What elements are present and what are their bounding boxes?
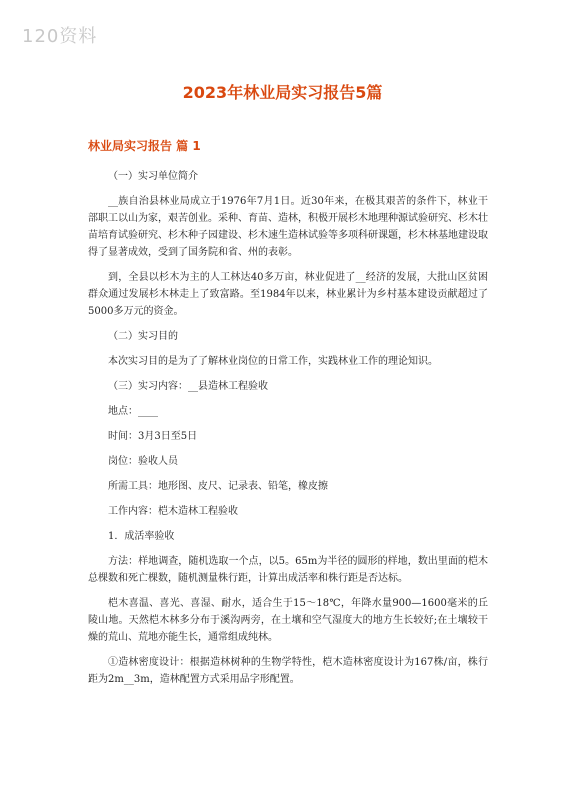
field-time: 时间：3月3日至5日 bbox=[108, 431, 198, 442]
field-tools: 所需工具：地形图、皮尺、记录表、铅笔，橡皮擦 bbox=[108, 481, 328, 492]
document-title: 2023年林业局实习报告5篇 bbox=[182, 83, 383, 102]
paragraph-purpose: 本次实习目的是为了了解林业岗位的日常工作，实践林业工作的理论知识。 bbox=[108, 356, 438, 367]
field-position: 岗位：验收人员 bbox=[108, 456, 178, 467]
paragraph-unit-history: __族自治县林业局成立于1976年7月1日。近30年来，在极其艰苦的条件下，林业干部职工以山为家，艰苦创业。采种、育苗、造林，积极开展杉木地理种源试验研究、杉木壮苗培育试验研究、杉木种子园建设、杉木速生造林试验等多项科研课题，杉木林基地建设取得了显著成效，受到了国务院和省、州的表彰。 bbox=[88, 196, 488, 258]
field-location: 地点：____ bbox=[108, 406, 158, 417]
subheading-unit-intro: （一）实习单位简介 bbox=[108, 171, 198, 182]
field-work-content: 工作内容：桤木造林工程验收 bbox=[108, 506, 238, 517]
paragraph-method: 方法：样地调查，随机选取一个点，以5。65m为半径的圆形的样地，数出里面的桤木总棵数和死亡棵数，随机测量株行距，计算出成活率和株行距是否达标。 bbox=[88, 556, 488, 584]
watermark-logo: 120资料 bbox=[22, 26, 98, 47]
section-heading: 林业局实习报告 篇 1 bbox=[88, 139, 201, 153]
subheading-purpose: （二）实习目的 bbox=[108, 331, 178, 342]
document-body bbox=[88, 168, 488, 696]
paragraph-alder-habitat: 桤木喜温、喜光、喜湿、耐水，适合生于15～18℃，年降水量900—1600毫米的丘陵山地。天然桤木林多分布于溪沟两旁，在土壤和空气湿度大的地方生长较好;在土壤较干燥的荒山、荒地亦能生长，通常组成纯林。 bbox=[88, 598, 488, 643]
paragraph-forest-development: 到，全县以杉木为主的人工林达40多万亩，林业促进了__经济的发展，大批山区贫困群众通过发展杉木林走上了致富路。至1984年以来，林业累计为乡村基本建设贡献超过了5000多万元的资金。 bbox=[88, 272, 488, 317]
paragraph-density-design: ①造林密度设计：根据造林树种的生物学特性，桤木造林密度设计为167株/亩，株行距为2m__3m，造林配置方式采用品字形配置。 bbox=[88, 657, 488, 685]
subheading-survival-rate: 1．成活率验收 bbox=[108, 531, 175, 542]
subheading-content: （三）实习内容：__县造林工程验收 bbox=[108, 381, 268, 392]
